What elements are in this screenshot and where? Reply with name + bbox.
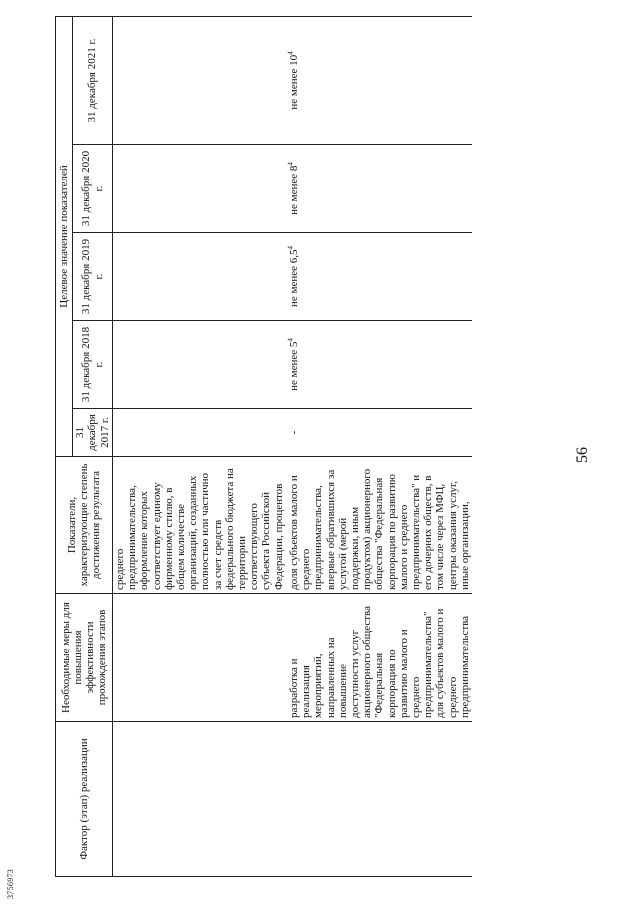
indicator-cell: среднего предпринимательства, оформление которых соответствует единому фирменному стилю, в общем количестве организаций, созданных полностью или частично за счет средств федерального бюджета на территории соответствующего субъекта Российской Федерации, процентов <box>113 457 288 594</box>
header-factor: Фактор (этап) реализации <box>56 722 113 877</box>
header-year-2020: 31 декабря 2020 г. <box>73 145 113 233</box>
factor-cell <box>113 722 288 877</box>
value-2021 <box>113 16 288 144</box>
value-2018 <box>113 321 288 409</box>
header-measures: Необходимые меры для повышения эффективности прохождения этапов <box>56 594 113 722</box>
header-indicators: Показатели, характеризующие степень достижения результата <box>56 457 113 594</box>
value-2021: не менее $10^4$ <box>287 16 472 144</box>
table-row <box>113 16 288 876</box>
value-2017: - <box>287 409 472 457</box>
document-id: 3756973 <box>6 868 15 899</box>
indicator-cell: доля субъектов малого и среднего предпринимательства, впервые обратившихся за услугой (мерой поддержки, иным продуктом) акционерного общества "Федеральная корпорация по развитию малого и среднего предпринимательства" и его дочерних обществ, в том числе через МФЦ, центры оказания услуг, иные организации, <box>287 457 472 594</box>
header-year-2017: 31 декабря 2017 г. <box>73 409 113 457</box>
value-2019 <box>113 233 288 321</box>
value-2017 <box>113 409 288 457</box>
page-number: 56 <box>574 447 591 463</box>
header-target-values: Целевое значение показателей <box>56 16 73 456</box>
measures-cell: разработка и реализация мероприятий, направленных на повышение доступности услуг акционерного общества "Федеральная корпорация по развитию малого и среднего предпринимательства" для субъектов малого и среднего предпринимательства <box>287 594 472 722</box>
header-year-2018: 31 декабря 2018 г. <box>73 321 113 409</box>
value-2020 <box>113 145 288 233</box>
header-year-2021: 31 декабря 2021 г. <box>73 16 113 144</box>
table-row <box>287 16 472 876</box>
value-2019: не менее $6,5^4$ <box>287 233 472 321</box>
header-year-2019: 31 декабря 2019 г. <box>73 233 113 321</box>
factor-cell <box>287 722 472 877</box>
measures-cell <box>113 594 288 722</box>
target-indicators-table <box>55 16 472 877</box>
value-2020: не менее $8^4$ <box>287 145 472 233</box>
value-2018: не менее $5^4$ <box>287 321 472 409</box>
